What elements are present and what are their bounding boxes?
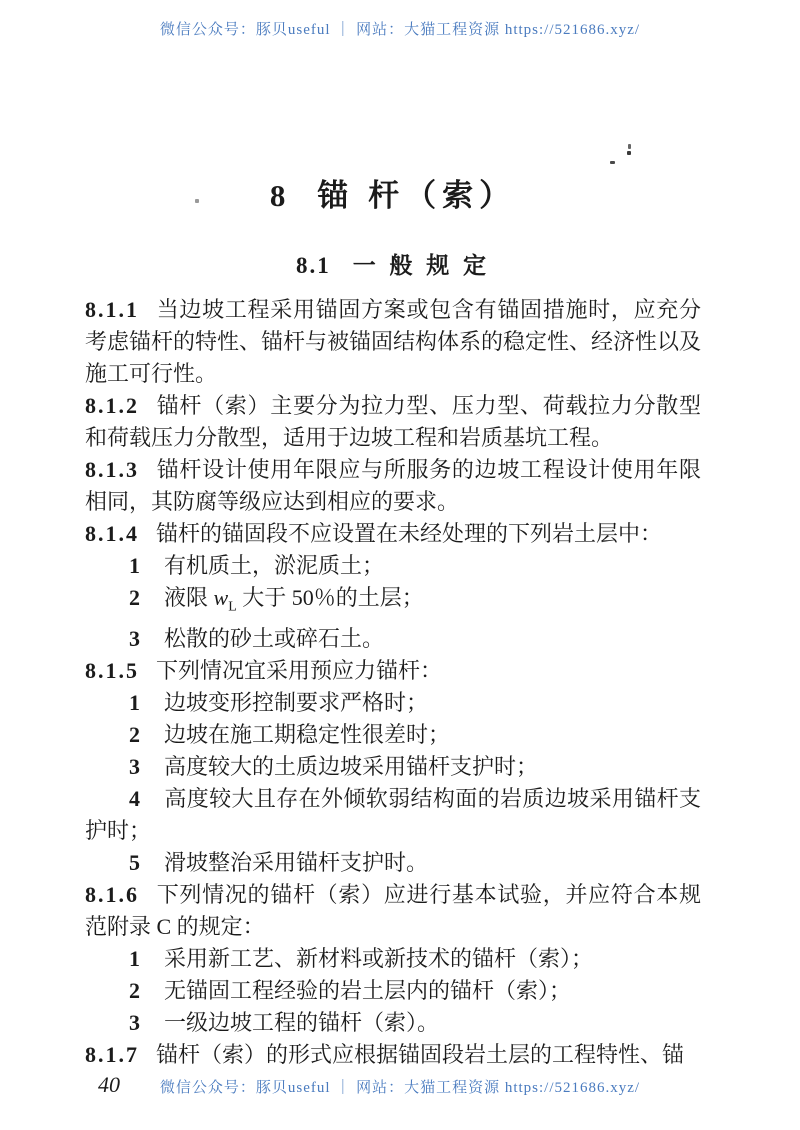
item-number: 1 xyxy=(129,690,142,716)
item-text: 边坡在施工期稳定性很差时； xyxy=(164,722,451,748)
page-content xyxy=(85,0,701,1071)
chapter-number: 8 xyxy=(269,178,292,213)
item-text: 无锚固工程经验的岩土层内的锚杆（索）； xyxy=(164,978,572,1004)
list-item-1 xyxy=(85,943,701,975)
list-item-3 xyxy=(85,751,701,783)
item-text: 滑坡整治采用锚杆支护时。 xyxy=(164,850,429,876)
section-title-text: 一 般 规 定 xyxy=(352,253,490,278)
body-text xyxy=(85,294,701,1071)
clause-number: 8.1.6 xyxy=(85,882,139,908)
clause-number: 8.1.4 xyxy=(85,521,139,546)
clause-8-1-1 xyxy=(85,294,701,390)
liquid-limit-symbol: w xyxy=(213,585,229,610)
clause-8-1-4 xyxy=(85,518,701,550)
list-item-2 xyxy=(85,975,701,1007)
item-text: 采用新工艺、新材料或新技术的锚杆（索）； xyxy=(164,946,594,972)
item-text: 边坡变形控制要求严格时； xyxy=(164,690,429,716)
clause-text: 下列情况的锚杆（索）应进行基本试验，并应符合本规范附录 C 的规定： xyxy=(85,882,701,940)
header-watermark-text: 微信公众号：豚贝useful ｜ 网站：大猫工程资源 https://521686.xyz/ xyxy=(159,22,641,38)
clause-8-1-2 xyxy=(85,390,701,454)
list-item-2-liquid-limit xyxy=(85,582,701,623)
footer-watermark-text: 微信公众号：豚贝useful ｜ 网站：大猫工程资源 https://521686.xyz/ xyxy=(159,1080,641,1096)
item-text: 高度较大且存在外倾软弱结构面的岩质边坡采用锚杆支护时； xyxy=(85,786,701,844)
item-text: 松散的砂土或碎石土。 xyxy=(164,626,385,652)
clause-number: 8.1.2 xyxy=(85,393,139,418)
clause-8-1-3 xyxy=(85,454,701,518)
list-item-1 xyxy=(85,550,701,582)
item-number: 4 xyxy=(129,786,142,812)
clause-8-1-5 xyxy=(85,655,701,687)
item-text: 高度较大的土质边坡采用锚杆支护时； xyxy=(164,754,539,780)
clause-number: 8.1.3 xyxy=(85,457,139,482)
clause-number: 8.1.1 xyxy=(85,297,139,322)
item-text: 有机质土，淤泥质土； xyxy=(164,553,385,578)
clause-number: 8.1.5 xyxy=(85,658,139,684)
clause-text: 锚杆（索）主要分为拉力型、压力型、荷载拉力分散型和荷载压力分散型，适用于边坡工程和岩质基坑工程。 xyxy=(85,393,701,450)
clause-text: 锚杆的锚固段不应设置在未经处理的下列岩土层中： xyxy=(156,521,663,546)
item-number: 3 xyxy=(129,1010,142,1036)
item-number: 3 xyxy=(129,754,142,780)
list-item-4 xyxy=(85,783,701,847)
list-item-3 xyxy=(85,1007,701,1039)
clause-8-1-7 xyxy=(85,1039,701,1071)
clause-text: 锚杆（索）的形式应根据锚固段岩土层的工程特性、锚 xyxy=(156,1042,685,1068)
item-number: 1 xyxy=(129,946,142,972)
clause-number: 8.1.7 xyxy=(85,1042,139,1068)
chapter-title-text: 锚 杆（索） xyxy=(317,178,517,213)
item-number: 2 xyxy=(129,585,142,610)
clause-8-1-6 xyxy=(85,879,701,943)
item-number: 5 xyxy=(129,850,142,876)
chapter-title xyxy=(85,174,701,218)
section-number: 8.1 xyxy=(296,253,331,278)
clause-text: 锚杆设计使用年限应与所服务的边坡工程设计使用年限相同，其防腐等级应达到相应的要求。 xyxy=(85,457,701,514)
item-text-post: 大于 50％的土层； xyxy=(236,585,424,610)
page-number: 40 xyxy=(98,1072,120,1097)
section-title xyxy=(85,251,701,281)
clause-text: 当边坡工程采用锚固方案或包含有锚固措施时，应充分考虑锚杆的特性、锚杆与被锚固结构体系的稳定性、经济性以及施工可行性。 xyxy=(85,297,702,386)
item-number: 2 xyxy=(129,722,142,748)
item-number: 3 xyxy=(129,626,142,652)
item-text-pre: 液限 xyxy=(164,585,214,610)
item-number: 2 xyxy=(129,978,142,1004)
list-item-5 xyxy=(85,847,701,879)
clause-text: 下列情况宜采用预应力锚杆： xyxy=(156,658,443,684)
list-item-3 xyxy=(85,623,701,655)
item-text: 一级边坡工程的锚杆（索）。 xyxy=(164,1010,440,1036)
list-item-1 xyxy=(85,687,701,719)
item-number: 1 xyxy=(129,553,142,578)
liquid-limit-subscript: L xyxy=(228,599,237,615)
list-item-2 xyxy=(85,719,701,751)
